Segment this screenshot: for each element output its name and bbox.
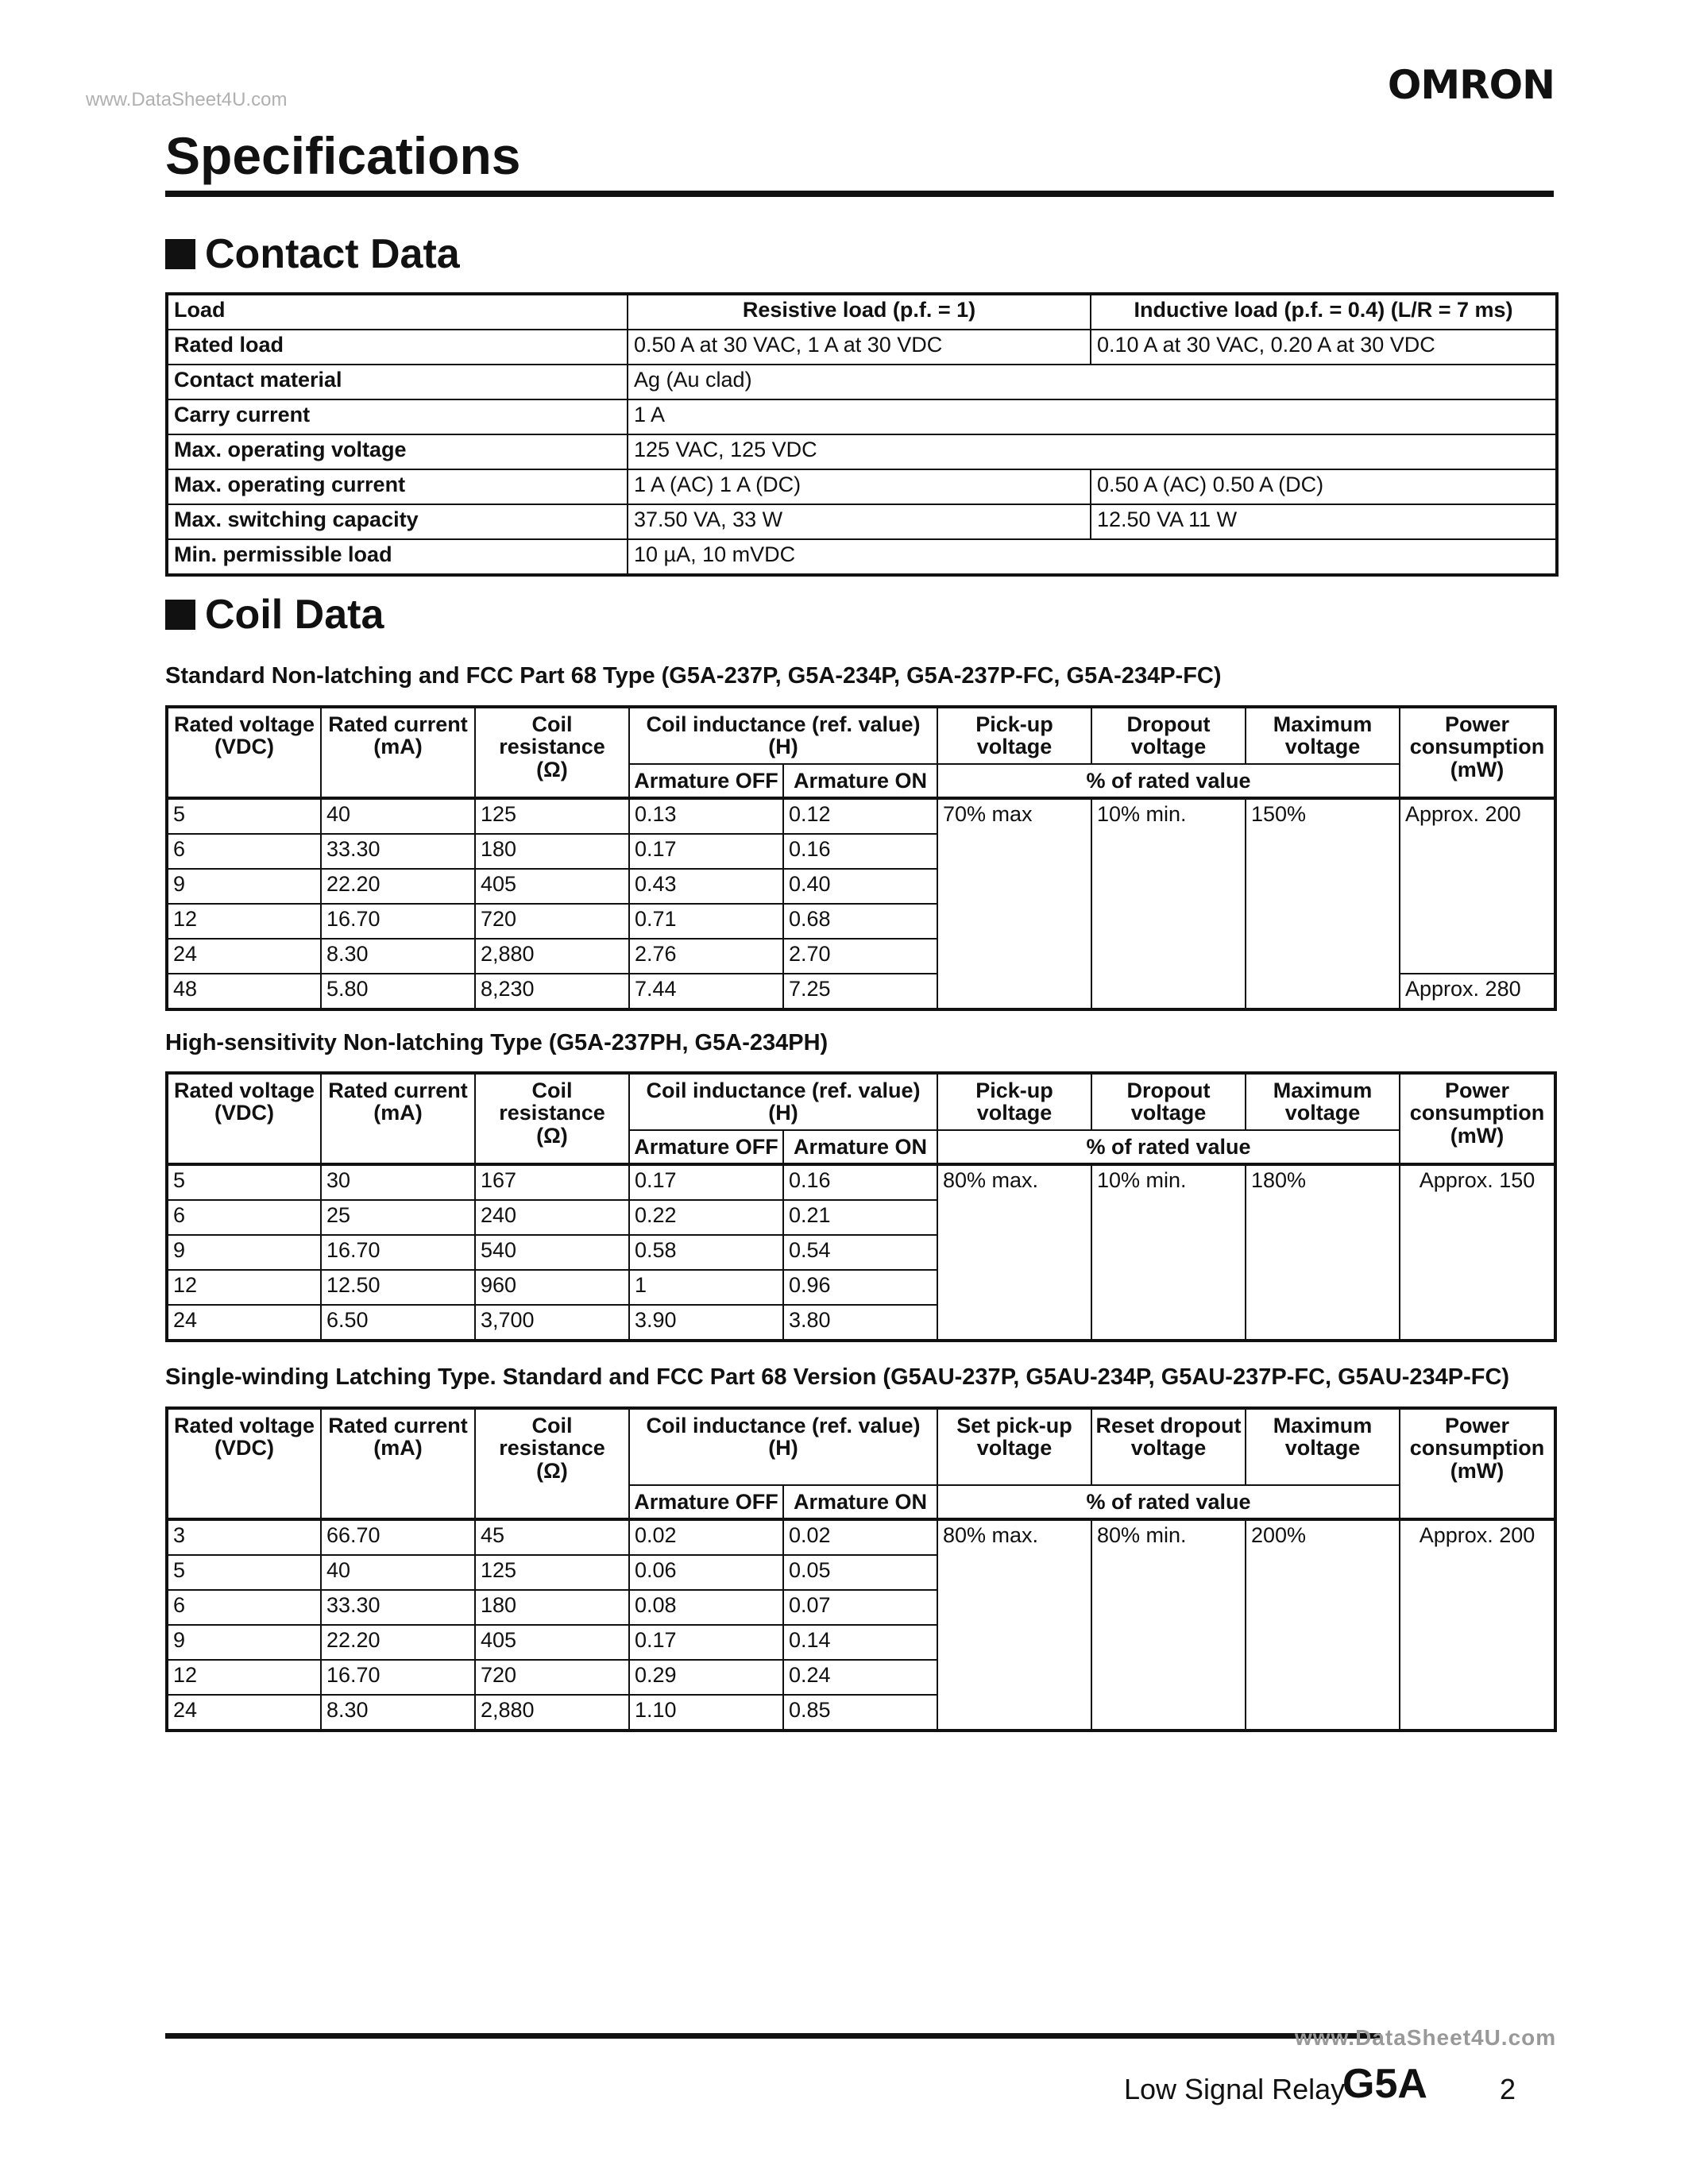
header-armature-on: Armature ON — [783, 1130, 937, 1164]
header-armature-off: Armature OFF — [629, 1485, 783, 1519]
cell-pickup: 80% max. — [937, 1519, 1091, 1731]
cell-voltage: 48 — [167, 974, 321, 1009]
cell-current: 30 — [321, 1164, 475, 1200]
row-label: Rated load — [167, 330, 628, 365]
cell-inductive: 0.50 A (AC) 0.50 A (DC) — [1091, 469, 1557, 504]
header-resistive: Resistive load (p.f. = 1) — [628, 294, 1091, 330]
cell-arm-off: 0.17 — [629, 1625, 783, 1660]
coil-resistance-label: Coil resistance — [499, 1078, 605, 1125]
cell-arm-on: 0.02 — [783, 1519, 937, 1555]
cell-resistance: 405 — [475, 1625, 629, 1660]
cell-current: 33.30 — [321, 1590, 475, 1625]
cell-arm-on: 2.70 — [783, 939, 937, 974]
cell-voltage: 12 — [167, 904, 321, 939]
omron-logo: OMRON — [1387, 62, 1555, 108]
cell-arm-on: 0.54 — [783, 1235, 937, 1270]
contact-data-heading-text: Contact Data — [205, 231, 460, 277]
cell-resistance: 405 — [475, 869, 629, 904]
ohm-unit: (Ω) — [536, 757, 568, 781]
cell-arm-on: 0.21 — [783, 1200, 937, 1235]
cell-arm-off: 7.44 — [629, 974, 783, 1009]
header-rated-voltage: Rated voltage (VDC) — [167, 707, 321, 798]
cell-arm-on: 7.25 — [783, 974, 937, 1009]
cell-arm-off: 1 — [629, 1270, 783, 1305]
table-row — [167, 504, 1557, 539]
cell-voltage: 24 — [167, 1695, 321, 1731]
cell-voltage: 3 — [167, 1519, 321, 1555]
contact-header-row — [167, 294, 1557, 330]
header-rated-voltage: Rated voltage (VDC) — [167, 1073, 321, 1164]
cell-arm-off: 0.58 — [629, 1235, 783, 1270]
table-row — [167, 469, 1557, 504]
header-coil-resistance — [475, 1073, 629, 1164]
cell-current: 40 — [321, 1555, 475, 1590]
header-coil-inductance: Coil inductance (ref. value) (H) — [629, 1408, 937, 1485]
cell-arm-on: 0.07 — [783, 1590, 937, 1625]
cell-power: Approx. 200 — [1400, 798, 1555, 974]
cell-resistance: 2,880 — [475, 939, 629, 974]
latching-title: Single-winding Latching Type. Standard and FCC Part 68 Version (G5AU-237P, G5AU-234P, G5AU-237P-FC, G5AU-234P-FC) — [165, 1364, 1510, 1390]
header-row — [167, 707, 1555, 764]
contact-data-table — [165, 292, 1559, 577]
header-power: Power consumption (mW) — [1400, 707, 1555, 798]
cell-voltage: 12 — [167, 1270, 321, 1305]
title-rule — [165, 191, 1554, 197]
cell-voltage: 6 — [167, 834, 321, 869]
watermark-top: www.DataSheet4U.com — [86, 89, 288, 110]
cell-resistance: 125 — [475, 1555, 629, 1590]
header-rated-current: Rated current (mA) — [321, 707, 475, 798]
header-max-voltage: Maximum voltage — [1246, 1408, 1400, 1485]
table-row — [167, 1519, 1555, 1555]
header-coil-inductance: Coil inductance (ref. value) (H) — [629, 707, 937, 764]
ohm-unit: (Ω) — [536, 1458, 568, 1483]
cell-voltage: 6 — [167, 1590, 321, 1625]
header-max-voltage: Maximum voltage — [1246, 707, 1400, 764]
cell-max: 150% — [1246, 798, 1400, 1009]
header-power: Power consumption (mW) — [1400, 1073, 1555, 1164]
cell-arm-on: 0.05 — [783, 1555, 937, 1590]
cell-pickup: 80% max. — [937, 1164, 1091, 1341]
cell-arm-on: 0.16 — [783, 834, 937, 869]
watermark-bottom: www.DataSheet4U.com — [1295, 2025, 1557, 2050]
cell-resistive: 37.50 VA, 33 W — [628, 504, 1091, 539]
cell-resistance: 125 — [475, 798, 629, 834]
header-coil-inductance: Coil inductance (ref. value) (H) — [629, 1073, 937, 1130]
header-row — [167, 1408, 1555, 1485]
cell-resistance: 8,230 — [475, 974, 629, 1009]
cell-both: 125 VAC, 125 VDC — [628, 434, 1557, 469]
cell-arm-off: 0.02 — [629, 1519, 783, 1555]
header-inductive: Inductive load (p.f. = 0.4) (L/R = 7 ms) — [1091, 294, 1557, 330]
row-label: Max. operating voltage — [167, 434, 628, 469]
cell-arm-off: 0.22 — [629, 1200, 783, 1235]
header-row — [167, 1073, 1555, 1130]
coil-data-heading-text: Coil Data — [205, 592, 384, 638]
cell-arm-off: 0.08 — [629, 1590, 783, 1625]
header-rated-voltage: Rated voltage (VDC) — [167, 1408, 321, 1519]
cell-dropout: 80% min. — [1091, 1519, 1246, 1731]
header-armature-on: Armature ON — [783, 764, 937, 798]
high-sensitivity-title: High-sensitivity Non-latching Type (G5A-237PH, G5A-234PH) — [165, 1030, 829, 1055]
cell-resistance: 180 — [475, 1590, 629, 1625]
cell-resistance: 3,700 — [475, 1305, 629, 1341]
contact-data-heading — [165, 230, 460, 278]
coil-resistance-label: Coil resistance — [499, 712, 605, 759]
cell-arm-on: 3.80 — [783, 1305, 937, 1341]
cell-resistance: 720 — [475, 1660, 629, 1695]
cell-resistance: 540 — [475, 1235, 629, 1270]
cell-voltage: 24 — [167, 939, 321, 974]
standard-nonlatching-title: Standard Non-latching and FCC Part 68 Type (G5A-237P, G5A-234P, G5A-237P-FC, G5A-234P-FC) — [165, 663, 1222, 689]
cell-inductive: 0.10 A at 30 VAC, 0.20 A at 30 VDC — [1091, 330, 1557, 365]
cell-resistance: 167 — [475, 1164, 629, 1200]
cell-current: 16.70 — [321, 1235, 475, 1270]
cell-resistance: 180 — [475, 834, 629, 869]
cell-arm-off: 0.71 — [629, 904, 783, 939]
table-row — [167, 539, 1557, 575]
header-coil-resistance — [475, 1408, 629, 1519]
table-row — [167, 434, 1557, 469]
header-pickup: Set pick-up voltage — [937, 1408, 1091, 1485]
page-title: Specifications — [165, 126, 521, 185]
table-row — [167, 365, 1557, 399]
cell-arm-off: 0.29 — [629, 1660, 783, 1695]
cell-resistance: 45 — [475, 1519, 629, 1555]
table-row — [167, 330, 1557, 365]
cell-current: 12.50 — [321, 1270, 475, 1305]
header-pct-rated: % of rated value — [937, 1485, 1400, 1519]
header-dropout: Reset dropout voltage — [1091, 1408, 1246, 1485]
cell-dropout: 10% min. — [1091, 1164, 1246, 1341]
cell-arm-on: 0.16 — [783, 1164, 937, 1200]
coil-resistance-label: Coil resistance — [499, 1414, 605, 1461]
cell-voltage: 5 — [167, 1164, 321, 1200]
cell-arm-off: 0.06 — [629, 1555, 783, 1590]
row-label: Max. operating current — [167, 469, 628, 504]
row-label: Contact material — [167, 365, 628, 399]
square-bullet-icon — [165, 600, 195, 630]
footer-model: G5A — [1342, 2061, 1427, 2107]
page-number: 2 — [1500, 2073, 1516, 2105]
cell-voltage: 6 — [167, 1200, 321, 1235]
cell-resistance: 240 — [475, 1200, 629, 1235]
latching-table — [165, 1406, 1557, 1732]
cell-current: 5.80 — [321, 974, 475, 1009]
cell-current: 22.20 — [321, 869, 475, 904]
cell-arm-off: 2.76 — [629, 939, 783, 974]
cell-arm-on: 0.96 — [783, 1270, 937, 1305]
cell-current: 40 — [321, 798, 475, 834]
header-dropout: Dropout voltage — [1091, 707, 1246, 764]
cell-max: 200% — [1246, 1519, 1400, 1731]
cell-voltage: 9 — [167, 1625, 321, 1660]
cell-arm-off: 0.43 — [629, 869, 783, 904]
header-rated-current: Rated current (mA) — [321, 1408, 475, 1519]
cell-arm-on: 0.14 — [783, 1625, 937, 1660]
cell-arm-off: 0.17 — [629, 1164, 783, 1200]
cell-current: 16.70 — [321, 1660, 475, 1695]
cell-power: Approx. 280 — [1400, 974, 1555, 1009]
row-label: Min. permissible load — [167, 539, 628, 575]
cell-both: 10 µA, 10 mVDC — [628, 539, 1557, 575]
cell-max: 180% — [1246, 1164, 1400, 1341]
cell-arm-off: 0.17 — [629, 834, 783, 869]
cell-current: 8.30 — [321, 1695, 475, 1731]
cell-arm-on: 0.40 — [783, 869, 937, 904]
footer-product: Low Signal Relay — [1124, 2073, 1346, 2105]
footer-rule — [165, 2033, 1381, 2039]
coil-data-heading — [165, 591, 384, 639]
high-sensitivity-table — [165, 1071, 1557, 1342]
cell-current: 8.30 — [321, 939, 475, 974]
cell-resistance: 960 — [475, 1270, 629, 1305]
header-pct-rated: % of rated value — [937, 1130, 1400, 1164]
header-power: Power consumption (mW) — [1400, 1408, 1555, 1519]
cell-voltage: 5 — [167, 798, 321, 834]
header-load: Load — [167, 294, 628, 330]
cell-resistive: 0.50 A at 30 VAC, 1 A at 30 VDC — [628, 330, 1091, 365]
header-pickup: Pick-up voltage — [937, 1073, 1091, 1130]
header-dropout: Dropout voltage — [1091, 1073, 1246, 1130]
cell-power: Approx. 150 — [1400, 1164, 1555, 1341]
cell-arm-off: 3.90 — [629, 1305, 783, 1341]
cell-voltage: 9 — [167, 1235, 321, 1270]
header-pickup: Pick-up voltage — [937, 707, 1091, 764]
header-armature-off: Armature OFF — [629, 764, 783, 798]
cell-arm-on: 0.68 — [783, 904, 937, 939]
cell-current: 25 — [321, 1200, 475, 1235]
cell-current: 16.70 — [321, 904, 475, 939]
cell-arm-on: 0.24 — [783, 1660, 937, 1695]
cell-arm-on: 0.85 — [783, 1695, 937, 1731]
cell-both: Ag (Au clad) — [628, 365, 1557, 399]
header-rated-current: Rated current (mA) — [321, 1073, 475, 1164]
header-armature-off: Armature OFF — [629, 1130, 783, 1164]
cell-inductive: 12.50 VA 11 W — [1091, 504, 1557, 539]
header-armature-on: Armature ON — [783, 1485, 937, 1519]
cell-current: 22.20 — [321, 1625, 475, 1660]
ohm-unit: (Ω) — [536, 1123, 568, 1148]
cell-arm-on: 0.12 — [783, 798, 937, 834]
cell-voltage: 5 — [167, 1555, 321, 1590]
row-label: Carry current — [167, 399, 628, 434]
cell-resistance: 2,880 — [475, 1695, 629, 1731]
table-row — [167, 1164, 1555, 1200]
table-row — [167, 798, 1555, 834]
header-pct-rated: % of rated value — [937, 764, 1400, 798]
header-max-voltage: Maximum voltage — [1246, 1073, 1400, 1130]
table-row — [167, 399, 1557, 434]
cell-resistance: 720 — [475, 904, 629, 939]
cell-dropout: 10% min. — [1091, 798, 1246, 1009]
cell-voltage: 12 — [167, 1660, 321, 1695]
cell-current: 33.30 — [321, 834, 475, 869]
standard-nonlatching-table — [165, 705, 1557, 1011]
cell-both: 1 A — [628, 399, 1557, 434]
square-bullet-icon — [165, 239, 195, 269]
cell-current: 6.50 — [321, 1305, 475, 1341]
cell-resistive: 1 A (AC) 1 A (DC) — [628, 469, 1091, 504]
cell-arm-off: 0.13 — [629, 798, 783, 834]
cell-voltage: 9 — [167, 869, 321, 904]
row-label: Max. switching capacity — [167, 504, 628, 539]
cell-voltage: 24 — [167, 1305, 321, 1341]
cell-pickup: 70% max — [937, 798, 1091, 1009]
header-coil-resistance — [475, 707, 629, 798]
cell-current: 66.70 — [321, 1519, 475, 1555]
cell-arm-off: 1.10 — [629, 1695, 783, 1731]
cell-power: Approx. 200 — [1400, 1519, 1555, 1731]
